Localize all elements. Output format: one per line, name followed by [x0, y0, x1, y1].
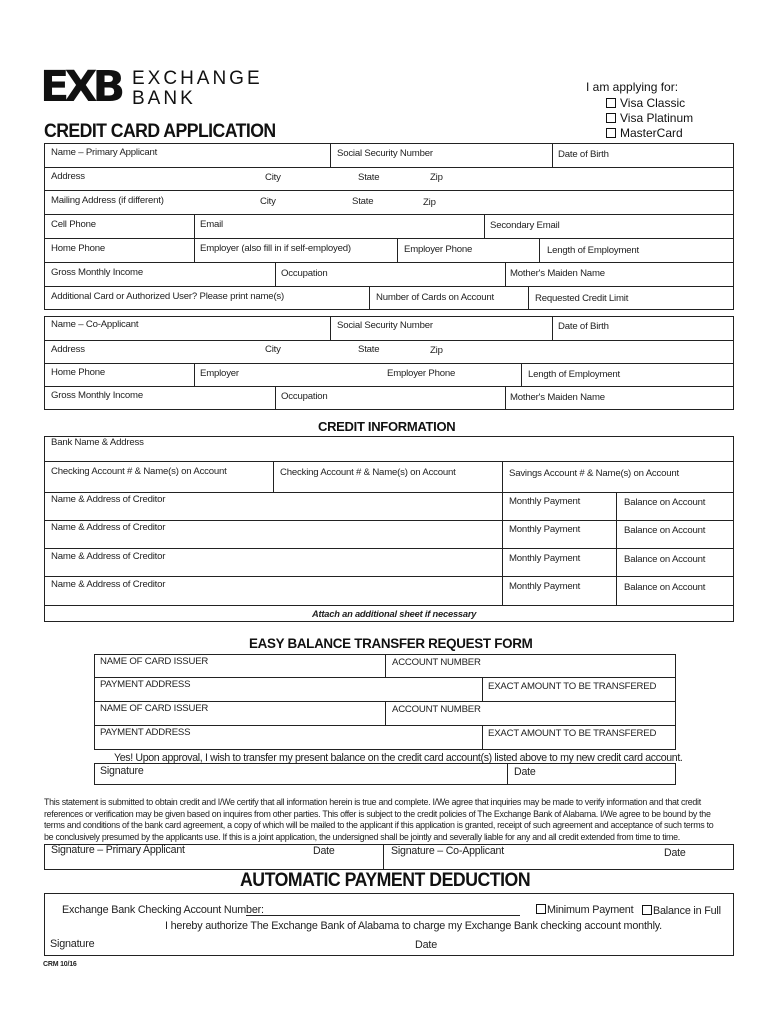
- transfer-signature-row: [94, 763, 676, 785]
- field-co-maiden-name[interactable]: Mother's Maiden Name: [510, 392, 605, 403]
- field-payment-address-1[interactable]: PAYMENT ADDRESS: [100, 679, 191, 690]
- checkbox[interactable]: [606, 128, 616, 138]
- field-primary-gross-income[interactable]: Gross Monthly Income: [51, 267, 143, 278]
- authorization-text: I hereby authorize The Exchange Bank of Alabama to charge my Exchange Bank checking account monthly.: [165, 920, 662, 932]
- field-auto-signature[interactable]: Signature: [50, 938, 95, 950]
- field-savings[interactable]: Savings Account # & Name(s) on Account: [509, 468, 679, 479]
- field-primary-name[interactable]: Name – Primary Applicant: [51, 147, 158, 158]
- card-type-selector: [586, 80, 736, 141]
- field-mailing-address[interactable]: Mailing Address (if different): [51, 195, 164, 206]
- field-creditor-1-payment[interactable]: Monthly Payment: [509, 496, 581, 507]
- field-primary-state[interactable]: State: [358, 172, 380, 183]
- option-minimum-payment[interactable]: [536, 904, 633, 916]
- field-primary-occupation[interactable]: Occupation: [281, 268, 328, 279]
- statement-line: references or verification may be given based on inquires from other parties. This offer is subject to the credit policies of The Exchange Bank of Alabama. I/We agree to be bound by the: [44, 808, 711, 819]
- field-transfer-signature[interactable]: Signature: [100, 765, 144, 777]
- field-mailing-state[interactable]: State: [352, 196, 374, 207]
- field-creditor-4-balance[interactable]: Balance on Account: [624, 582, 706, 593]
- option-label: Balance in Full: [653, 905, 721, 917]
- attach-sheet-note: Attach an additional sheet if necessary: [312, 609, 477, 619]
- transfer-consent-text: Yes! Upon approval, I wish to transfer my present balance on the credit card account(s) listed above to my new credit card account.: [114, 752, 683, 764]
- field-signature-primary-date[interactable]: Date: [313, 845, 335, 857]
- field-co-home-phone[interactable]: Home Phone: [51, 367, 105, 378]
- auto-payment-title: AUTOMATIC PAYMENT DEDUCTION: [240, 870, 531, 891]
- field-cell-phone[interactable]: Cell Phone: [51, 219, 96, 230]
- field-signature-co-date[interactable]: Date: [664, 847, 686, 859]
- field-co-dob[interactable]: Date of Birth: [558, 321, 609, 332]
- checkbox[interactable]: [606, 98, 616, 108]
- field-checking-1[interactable]: Checking Account # & Name(s) on Account: [51, 466, 227, 477]
- field-auto-date[interactable]: Date: [415, 939, 438, 951]
- field-primary-length-employment[interactable]: Length of Employment: [547, 245, 639, 256]
- field-primary-zip[interactable]: Zip: [430, 172, 443, 183]
- field-primary-maiden-name[interactable]: Mother's Maiden Name: [510, 268, 605, 279]
- field-creditor-3[interactable]: Name & Address of Creditor: [51, 551, 166, 562]
- field-primary-city[interactable]: City: [265, 172, 281, 183]
- field-credit-limit[interactable]: Requested Credit Limit: [535, 293, 629, 304]
- field-primary-employer[interactable]: Employer (also fill in if self-employed): [200, 243, 351, 254]
- balance-transfer-title: EASY BALANCE TRANSFER REQUEST FORM: [249, 636, 533, 651]
- field-mailing-city[interactable]: City: [260, 196, 276, 207]
- field-primary-employer-phone[interactable]: Employer Phone: [404, 244, 473, 255]
- field-account-number-2[interactable]: ACCOUNT NUMBER: [392, 704, 481, 715]
- field-email[interactable]: Email: [200, 219, 223, 230]
- field-co-name[interactable]: Name – Co-Applicant: [51, 319, 139, 330]
- field-checking-2[interactable]: Checking Account # & Name(s) on Account: [280, 467, 456, 478]
- field-creditor-2-balance[interactable]: Balance on Account: [624, 525, 706, 536]
- checkbox[interactable]: [606, 113, 616, 123]
- field-signature-primary[interactable]: Signature – Primary Applicant: [51, 844, 185, 856]
- card-option-label: MasterCard: [620, 126, 683, 140]
- field-payment-address-2[interactable]: PAYMENT ADDRESS: [100, 727, 191, 738]
- statement-line: be conclusively presumed by the applicants use. If this is a joint application, the undersigned shall be jointly and severally liable for any and all credit extended from time to time.: [44, 831, 680, 842]
- field-signature-co[interactable]: Signature – Co-Applicant: [391, 845, 504, 857]
- form-title: CREDIT CARD APPLICATION: [44, 121, 276, 142]
- card-option-visa-platinum[interactable]: [586, 111, 736, 126]
- checkbox[interactable]: [536, 904, 546, 914]
- checkbox[interactable]: [642, 905, 652, 915]
- field-co-state[interactable]: State: [358, 344, 380, 355]
- field-additional-card[interactable]: Additional Card or Authorized User? Please print name(s): [51, 291, 285, 302]
- field-bank-name[interactable]: Bank Name & Address: [51, 437, 144, 448]
- applying-for-label: I am applying for:: [586, 80, 679, 94]
- field-primary-dob[interactable]: Date of Birth: [558, 149, 609, 160]
- field-num-cards[interactable]: Number of Cards on Account: [376, 292, 494, 303]
- field-creditor-3-payment[interactable]: Monthly Payment: [509, 553, 581, 564]
- field-primary-address[interactable]: Address: [51, 171, 85, 182]
- field-co-employer-phone[interactable]: Employer Phone: [387, 368, 456, 379]
- primary-applicant-section: [44, 143, 734, 310]
- field-primary-home-phone[interactable]: Home Phone: [51, 243, 105, 254]
- option-label: Minimum Payment: [547, 904, 634, 916]
- field-co-city[interactable]: City: [265, 344, 281, 355]
- logo-word-bank: BANK: [132, 88, 196, 109]
- field-transfer-date[interactable]: Date: [514, 766, 536, 778]
- field-co-address[interactable]: Address: [51, 344, 85, 355]
- field-mailing-zip[interactable]: Zip: [423, 197, 436, 208]
- field-primary-ssn[interactable]: Social Security Number: [337, 148, 433, 159]
- statement-line: terms and conditions of the bank card agreement, a copy of which will be mailed to the applicant if this application is granted, receipt of such agreement and acceptance of such terms to: [44, 820, 714, 831]
- field-creditor-3-balance[interactable]: Balance on Account: [624, 554, 706, 565]
- field-co-occupation[interactable]: Occupation: [281, 391, 328, 402]
- field-creditor-2[interactable]: Name & Address of Creditor: [51, 522, 166, 533]
- form-code: CRM 10/16: [43, 961, 77, 968]
- field-account-number-1[interactable]: ACCOUNT NUMBER: [392, 657, 481, 668]
- logo-mark: EXB: [40, 62, 121, 112]
- field-co-length-employment[interactable]: Length of Employment: [528, 369, 620, 380]
- statement-line: This statement is submitted to obtain credit and I/We certify that all information herein is true and complete. I/We agree that inquiries may be made to verify information and that credit: [44, 797, 701, 807]
- field-creditor-4-payment[interactable]: Monthly Payment: [509, 581, 581, 592]
- bank-logo: [40, 62, 280, 112]
- logo-word-exchange: EXCHANGE: [132, 68, 263, 89]
- field-co-gross-income[interactable]: Gross Monthly Income: [51, 390, 143, 401]
- card-option-label: Visa Platinum: [620, 111, 694, 125]
- field-transfer-amount-2[interactable]: EXACT AMOUNT TO BE TRANSFERED: [488, 728, 657, 739]
- field-card-issuer-2[interactable]: NAME OF CARD ISSUER: [100, 703, 209, 714]
- card-option-label: Visa Classic: [620, 96, 686, 110]
- field-transfer-amount-1[interactable]: EXACT AMOUNT TO BE TRANSFERED: [488, 681, 657, 692]
- field-co-employer[interactable]: Employer: [200, 368, 239, 379]
- field-co-ssn[interactable]: Social Security Number: [337, 320, 433, 331]
- field-co-zip[interactable]: Zip: [430, 345, 443, 356]
- field-creditor-4[interactable]: Name & Address of Creditor: [51, 579, 166, 590]
- field-card-issuer-1[interactable]: NAME OF CARD ISSUER: [100, 656, 209, 667]
- option-balance-in-full[interactable]: [642, 905, 721, 917]
- field-creditor-1-balance[interactable]: Balance on Account: [624, 497, 706, 508]
- field-creditor-1[interactable]: Name & Address of Creditor: [51, 494, 166, 505]
- card-option-mastercard[interactable]: [586, 126, 736, 141]
- certification-statement: [44, 797, 734, 843]
- card-option-visa-classic[interactable]: [586, 96, 736, 111]
- field-secondary-email[interactable]: Secondary Email: [490, 220, 560, 231]
- field-creditor-2-payment[interactable]: Monthly Payment: [509, 524, 581, 535]
- credit-info-title: CREDIT INFORMATION: [318, 419, 456, 434]
- checking-account-label: Exchange Bank Checking Account Number:: [62, 904, 264, 916]
- checking-account-input[interactable]: [246, 915, 520, 916]
